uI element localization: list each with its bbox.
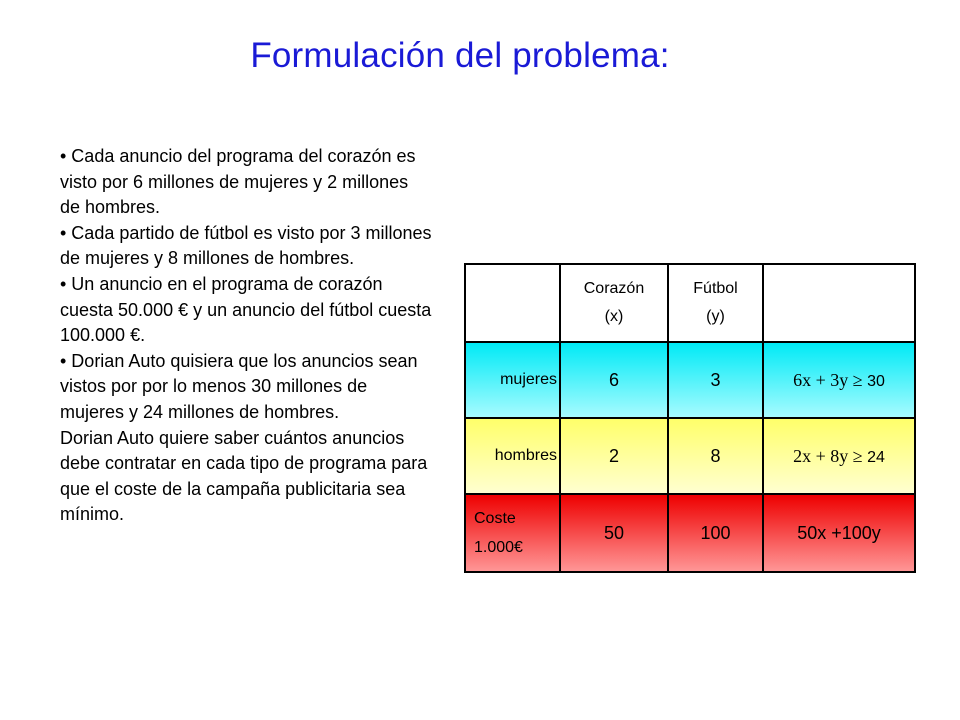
constraint-mujeres-rhs: 30: [867, 372, 885, 390]
table-row-coste: [465, 494, 915, 572]
row-label-mujeres: mujeres: [465, 342, 560, 418]
table-header-row: [465, 264, 915, 342]
cell-hombres-y: 8: [668, 418, 763, 494]
row-label-hombres: hombres: [465, 418, 560, 494]
cell-coste-x: 50: [560, 494, 668, 572]
row-label-coste-line2: 1.000€: [474, 539, 523, 556]
header-corazon: [560, 264, 668, 342]
problem-statement: [60, 144, 432, 528]
constraint-hombres-expr: 2x + 8y ≥: [793, 445, 863, 466]
cell-hombres-constraint: [763, 418, 915, 494]
constraint-mujeres-expr: 6x + 3y ≥: [793, 369, 863, 390]
paragraph-4: • Dorian Auto quisiera que los anuncios sean vistos por por lo menos 30 millones de mujeres y 24 millones de hombres.: [60, 350, 418, 422]
table-header-empty-right: [763, 264, 915, 342]
header-corazon-var: (x): [604, 308, 624, 325]
header-corazon-label: Corazón: [583, 280, 645, 297]
cell-mujeres-y: 3: [668, 342, 763, 418]
data-table: [464, 263, 916, 573]
paragraph-2: • Cada partido de fútbol es visto por 3 millones de mujeres y 8 millones de hombres.: [60, 222, 432, 269]
cell-mujeres-constraint: [763, 342, 915, 418]
page-title: Formulación del problema:: [250, 36, 670, 75]
cell-coste-y: 100: [668, 494, 763, 572]
table-row-hombres: [465, 418, 915, 494]
table-header-empty: [465, 264, 560, 342]
cell-mujeres-x: 6: [560, 342, 668, 418]
cell-hombres-x: 2: [560, 418, 668, 494]
row-label-coste: [465, 494, 560, 572]
header-futbol-var: (y): [706, 308, 725, 325]
paragraph-3: • Un anuncio en el programa de corazón cuesta 50.000 € y un anuncio del fútbol cuesta 100.000 €.: [60, 273, 432, 346]
header-futbol: [668, 264, 763, 342]
paragraph-1: • Cada anuncio del programa del corazón es visto por 6 millones de mujeres y 2 millones de hombres.: [60, 146, 416, 218]
row-label-coste-line1: Coste: [474, 510, 516, 527]
header-futbol-label: Fútbol: [693, 280, 738, 297]
cell-coste-objective: 50x +100y: [763, 494, 915, 572]
table-row-mujeres: [465, 342, 915, 418]
constraint-hombres-rhs: 24: [867, 448, 885, 466]
paragraph-5: Dorian Auto quiere saber cuántos anuncios debe contratar en cada tipo de programa para que el coste de la campaña publicitaria sea mínimo.: [60, 427, 428, 525]
